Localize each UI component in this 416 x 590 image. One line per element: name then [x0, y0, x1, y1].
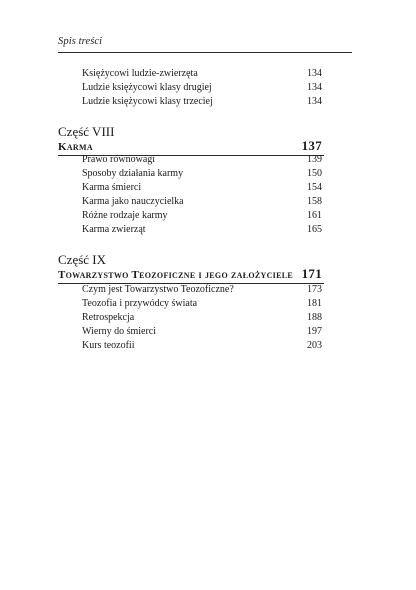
toc-entry-title: Prawo równowagi: [82, 154, 156, 165]
toc-entry-title: Różne rodzaje karmy: [82, 210, 168, 221]
toc-entry: [82, 181, 322, 195]
toc-entry-page: 150: [307, 168, 322, 179]
section-title: Karma: [58, 141, 93, 153]
toc-entry-page: 134: [307, 82, 322, 93]
toc-entry: [82, 209, 322, 223]
toc-entry-page: 181: [307, 298, 322, 309]
toc-entry-page: 158: [307, 196, 322, 207]
toc-entry: [82, 311, 322, 325]
toc-entry-title: Karma śmierci: [82, 182, 142, 193]
toc-entry-title: Ludzie księżycowi klasy drugiej: [82, 82, 212, 93]
toc-entry: [82, 67, 322, 81]
toc-entry-page: 165: [307, 224, 322, 235]
toc-entry: [82, 223, 322, 237]
toc-entry-title: Karma jako nauczycielka: [82, 196, 184, 207]
toc-entry-title: Ludzie księżycowi klasy trzeciej: [82, 96, 213, 107]
toc-entry-page: 203: [307, 340, 322, 351]
toc-entry-page: 188: [307, 312, 322, 323]
toc-entry-title: Wierny do śmierci: [82, 326, 157, 337]
toc-entry-title: Retrospekcja: [82, 312, 135, 323]
section-page: 137: [301, 138, 322, 153]
toc-entry-page: 154: [307, 182, 322, 193]
running-header: [58, 36, 352, 53]
toc-entry-title: Czym jest Towarzystwo Teozoficzne?: [82, 284, 234, 295]
toc-entry-page: 139: [307, 154, 322, 165]
toc-entry: [82, 81, 322, 95]
toc-entry-title: Sposoby działania karmy: [82, 168, 184, 179]
toc-entry: [82, 325, 322, 339]
running-header-title: Spis treści: [58, 36, 103, 47]
toc-entry-title: Księżycowi ludzie-zwierzęta: [82, 68, 198, 79]
toc-entry-title: Teozofia i przywódcy świata: [82, 298, 198, 309]
toc-entry: [82, 339, 322, 353]
section-heading: [58, 268, 322, 282]
toc-entry-title: Karma zwierząt: [82, 224, 146, 235]
toc-entry: [82, 297, 322, 311]
section-title: Towarzystwo Teozoficzne i jego założyciele: [58, 269, 294, 281]
part-heading: Część IX: [58, 252, 107, 267]
toc-entry-page: 134: [307, 96, 322, 107]
toc-entry-page: 161: [307, 210, 322, 221]
section-page: 171: [301, 266, 322, 281]
toc-entry-page: 197: [307, 326, 322, 337]
toc-entry-title: Kurs teozofii: [82, 340, 135, 351]
section-heading: [58, 140, 322, 154]
toc-entry: [82, 95, 322, 109]
part-heading: Część VIII: [58, 124, 115, 139]
toc-entry: [82, 167, 322, 181]
toc-entry: [82, 195, 322, 209]
toc-entry: [82, 283, 322, 297]
toc-entry: [82, 153, 322, 167]
toc-entry-page: 134: [307, 68, 322, 79]
toc-entry-page: 173: [307, 284, 322, 295]
